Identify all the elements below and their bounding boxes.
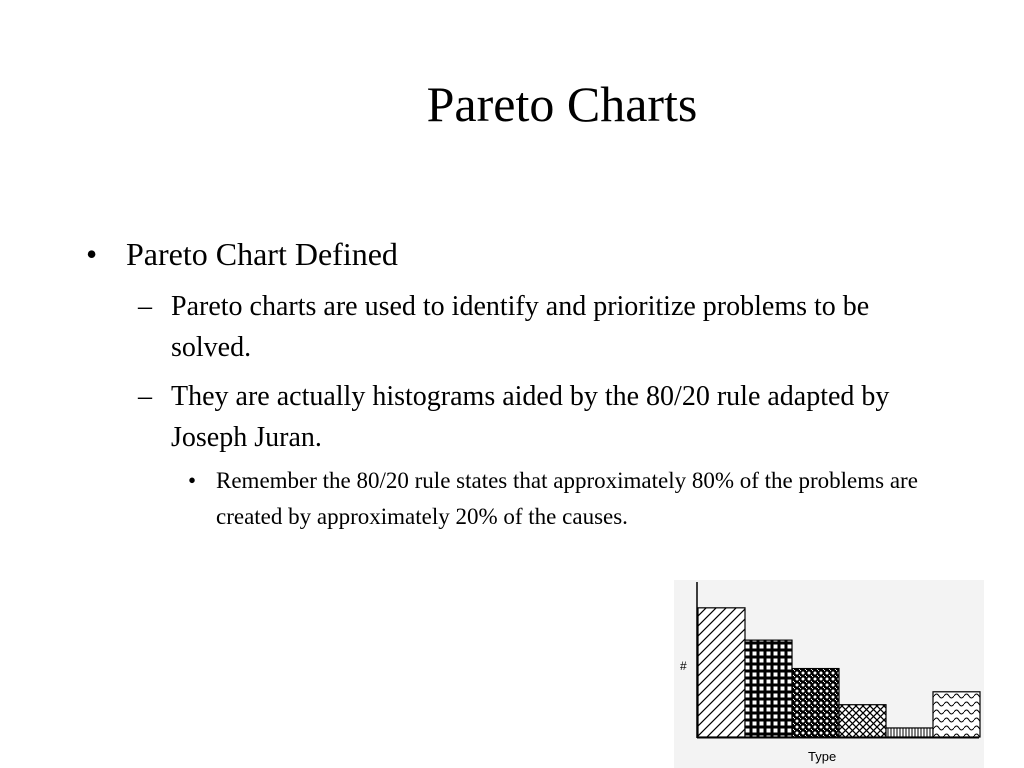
y-axis-label: # [680, 659, 687, 673]
bar-d [839, 705, 886, 737]
dash-marker: – [138, 291, 152, 322]
pareto-chart [674, 580, 984, 768]
slide-title: Pareto Charts [426, 76, 698, 132]
bullet-text: Pareto Chart Defined [126, 236, 398, 272]
bar-c [792, 669, 839, 737]
sub-bullet-text: Pareto charts are used to identify and prioritize problems to be solved. [171, 291, 870, 363]
sub-sub-bullet-text: Remember the 80/20 rule states that approximately 80% of the problems are created by approximately 20% of the causes. [216, 468, 918, 529]
bullet-marker: • [188, 468, 197, 493]
bar-b [745, 640, 792, 737]
bar-a [698, 608, 745, 737]
bar-e [886, 728, 933, 737]
bullet-marker: • [86, 236, 98, 272]
dash-marker: – [138, 381, 152, 412]
bar-f [933, 692, 980, 737]
pareto-chart-svg [674, 580, 984, 768]
sub-bullet-text: They are actually histograms aided by the 80/20 rule adapted by Joseph Juran. [171, 381, 890, 453]
x-axis-label: Type [808, 749, 837, 764]
